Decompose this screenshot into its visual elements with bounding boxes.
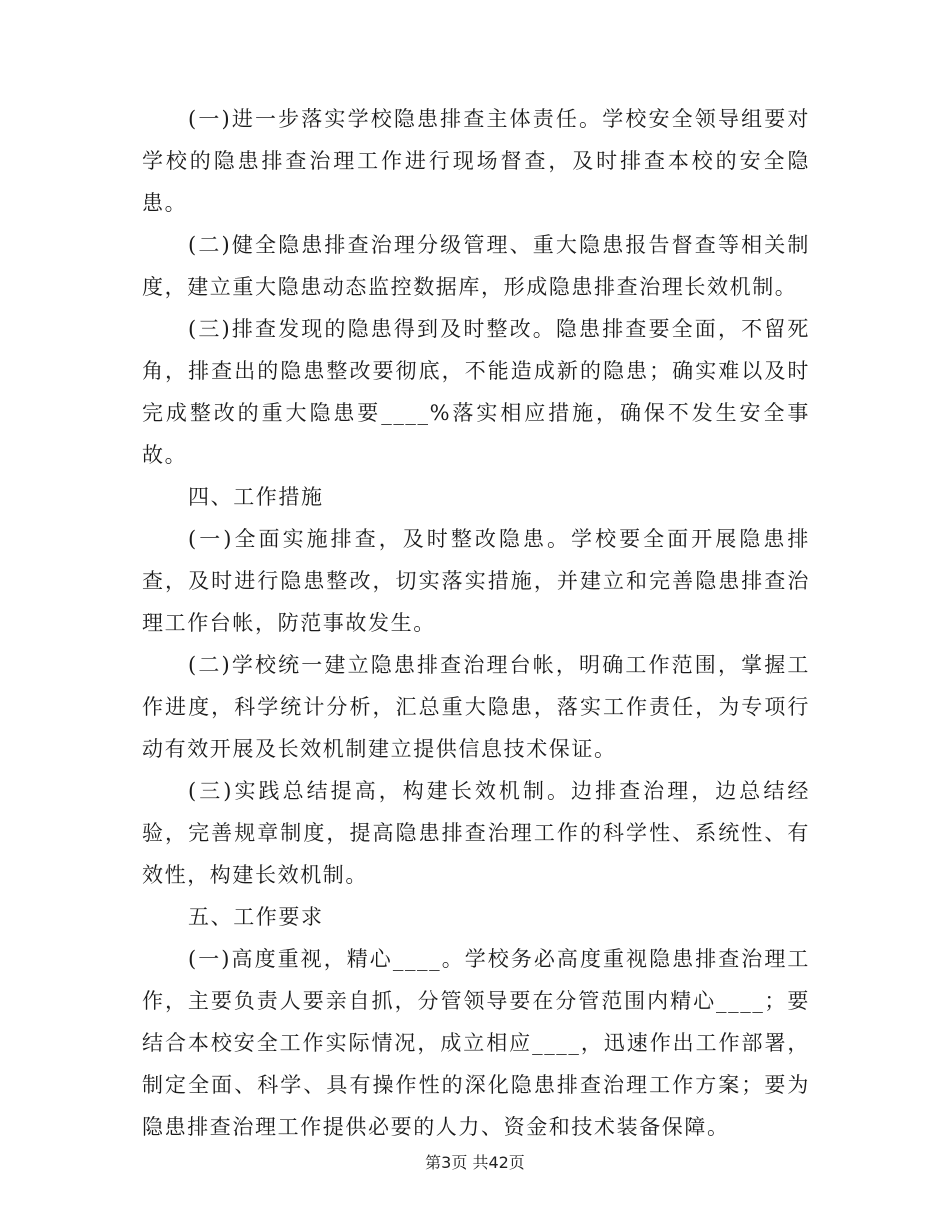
paragraph-7-attention: (一)高度重视，精心____。学校务必高度重视隐患排查治理工作，主要负责人要亲自抓，分管领导要在分管范围内精心____；要结合本校安全工作实际情况，成立相应____，迅速作出工作部署，制定全面、科学、具有操作性的深化隐患排查治理工作方案；要为隐患排查治理工作提供必要的人力、资金和技术装备保障。 [142,947,810,1139]
paragraph-6-long-term-mechanism: (三)实践总结提高，构建长效机制。边排查治理，边总结经验，完善规章制度，提高隐患排查治理工作的科学性、系统性、有效性，构建长效机制。 [142,779,810,887]
paragraph-2-management-system: (二)健全隐患排查治理分级管理、重大隐患报告督查等相关制度，建立重大隐患动态监控数据库，形成隐患排查治理长效机制。 [142,233,810,299]
paragraph-1-responsibility: (一)进一步落实学校隐患排查主体责任。学校安全领导组要对学校的隐患排查治理工作进行现场督查，及时排查本校的安全隐患。 [142,107,810,215]
page-number-footer: 第3页 共42页 [425,1153,525,1172]
paragraph-5-ledger: (二)学校统一建立隐患排查治理台帐，明确工作范围，掌握工作进度，科学统计分析，汇总重大隐患，落实工作责任，为专项行动有效开展及长效机制建立提供信息技术保证。 [142,653,810,761]
section-heading-requirements: 五、工作要求 [188,905,324,929]
document-body [142,98,810,1148]
paragraph-4-full-inspection: (一)全面实施排查，及时整改隐患。学校要全面开展隐患排查，及时进行隐患整改，切实落实措施，并建立和完善隐患排查治理工作台帐，防范事故发生。 [142,527,810,635]
paragraph-3-rectification: (三)排查发现的隐患得到及时整改。隐患排查要全面，不留死角，排查出的隐患整改要彻底，不能造成新的隐患；确实难以及时完成整改的重大隐患要____%落实相应措施，确保不发生安全事故。 [142,317,810,467]
section-heading-measures: 四、工作措施 [188,485,324,509]
